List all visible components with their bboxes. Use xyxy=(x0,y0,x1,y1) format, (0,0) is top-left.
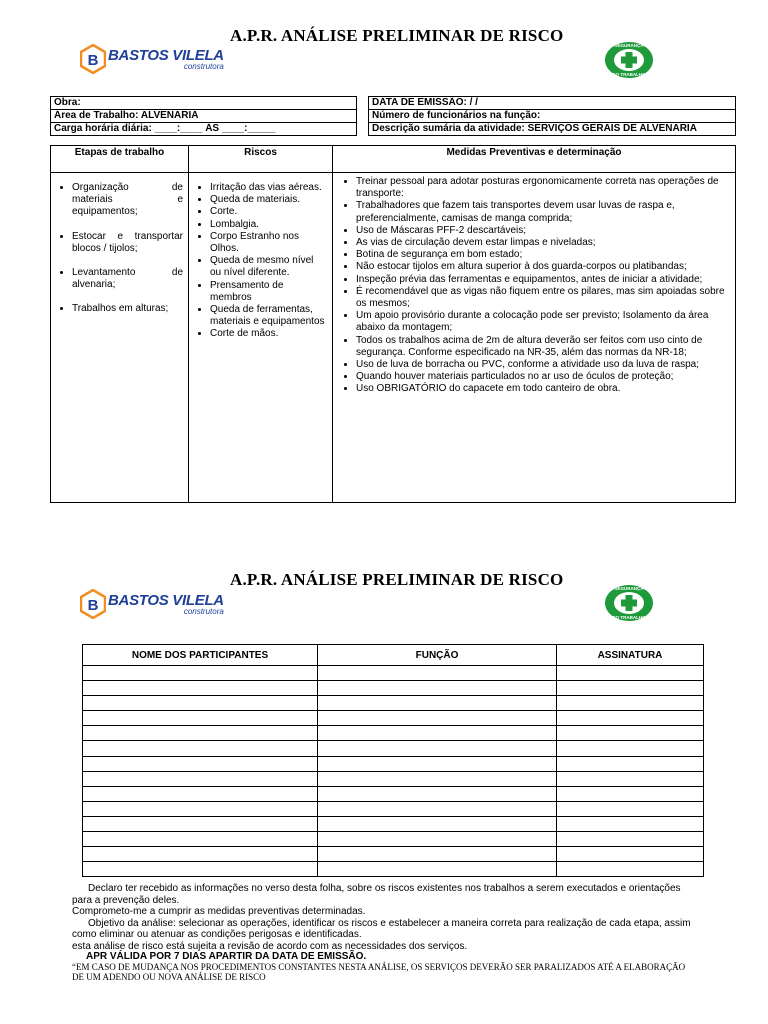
risk-table xyxy=(50,145,736,503)
participant-name-cell[interactable] xyxy=(83,771,318,786)
participant-signature-cell[interactable] xyxy=(557,711,704,726)
list-item: • Trabalhos em alturas; xyxy=(72,303,183,315)
seal-bottom-text: DO TRABALHO xyxy=(612,72,646,77)
data-emissao-field[interactable]: DATA DE EMISSÃO: / / xyxy=(369,97,736,110)
participant-name-cell[interactable] xyxy=(83,726,318,741)
etapas-list xyxy=(52,182,183,316)
logo-sub: construtora xyxy=(183,61,224,71)
list-item: • As vias de circulação devem estar limpas e niveladas; xyxy=(356,237,730,249)
table-row xyxy=(83,847,704,862)
seal-top-text: SEGURANÇA xyxy=(614,43,644,48)
list-item: • Inspeção prévia das ferramentas e equipamentos, antes de iniciar a atividade; xyxy=(356,274,730,286)
participant-role-cell[interactable] xyxy=(318,756,557,771)
list-item: • Botina de segurança em bom estado; xyxy=(356,249,730,261)
table-row xyxy=(83,786,704,801)
house-hexagon-icon xyxy=(80,589,106,619)
green-cross-icon xyxy=(604,584,654,622)
participant-name-cell[interactable] xyxy=(83,816,318,831)
participant-name-cell[interactable] xyxy=(83,756,318,771)
medidas-list xyxy=(334,176,730,396)
list-item: • Queda de mesmo nível ou nível diferente. xyxy=(210,255,327,279)
participant-signature-cell[interactable] xyxy=(557,681,704,696)
list-item: • Estocar e transportar blocos / tijolos; xyxy=(72,231,183,255)
list-item: • Trabalhadores que fazem tais transportes devem usar luvas de raspa e, preferencialmente, camisas de manga comprida; xyxy=(356,200,730,224)
participant-role-cell[interactable] xyxy=(318,816,557,831)
table-row xyxy=(83,832,704,847)
seal-top-text: SEGURANÇA xyxy=(614,586,644,591)
footer-objective: Objetivo da análise: selecionar as operações, identificar os riscos e estabelecer a maneira correta para realização de cada etapa, assim como eliminar ou atenuar as condições perigosas e identificadas. xyxy=(72,917,691,940)
svg-text:B: B xyxy=(87,597,99,614)
footer-commitment: Comprometo-me a cumprir as medidas preventivas determinadas. xyxy=(72,906,366,917)
etapas-cell xyxy=(51,173,189,503)
col-riscos-header: Riscos xyxy=(189,146,333,173)
participant-role-cell[interactable] xyxy=(318,847,557,862)
footer-text xyxy=(72,883,692,982)
participant-name-cell[interactable] xyxy=(83,666,318,681)
obra-field[interactable]: Obra: xyxy=(51,97,357,110)
participant-name-cell[interactable] xyxy=(83,696,318,711)
participant-signature-cell[interactable] xyxy=(557,756,704,771)
table-row xyxy=(83,741,704,756)
participants-table xyxy=(82,644,704,877)
participant-signature-cell[interactable] xyxy=(557,696,704,711)
footer-notice: “EM CASO DE MUDANÇA NOS PROCEDIMENTOS CONSTANTES NESTA ANÁLISE, OS SERVIÇOS DEVERÃO SER PARALIZADOS ATÉ A ELABORAÇÃO DE UM ADENDO OU NOVA ANÁLISE DE RISCO xyxy=(72,962,686,982)
table-row xyxy=(83,771,704,786)
list-item: • Um apoio provisório durante a colocação pode ser previsto; Isolamento da área abaixo da montagem; xyxy=(356,310,730,334)
list-item: • Uso de luva de borracha ou PVC, conforme a atividade uso da luva de raspa; xyxy=(356,359,730,371)
list-item: • Organização de materiais e equipamentos; xyxy=(72,182,183,219)
participants-body xyxy=(83,666,704,877)
logo-sub: construtora xyxy=(183,606,224,616)
house-hexagon-icon xyxy=(80,44,106,74)
table-row xyxy=(83,756,704,771)
participant-signature-cell[interactable] xyxy=(557,816,704,831)
table-row xyxy=(83,862,704,877)
list-item: • É recomendável que as vigas não fiquem entre os pilares, mas sim apoiadas sobre os mesmos; xyxy=(356,286,730,310)
logo-name: BASTOS VILELA xyxy=(108,591,224,609)
participant-signature-cell[interactable] xyxy=(557,862,704,877)
participant-name-cell[interactable] xyxy=(83,847,318,862)
table-row xyxy=(83,681,704,696)
participant-role-cell[interactable] xyxy=(318,771,557,786)
list-item: • Não estocar tijolos em altura superior à dos guarda-corpos ou platibandas; xyxy=(356,261,730,273)
green-cross-icon xyxy=(604,41,654,79)
footer-revision: esta análise de risco está sujeita a revisão de acordo com as necessidades dos serviços. xyxy=(72,940,468,952)
page2-title: A.P.R. ANÁLISE PRELIMINAR DE RISCO xyxy=(230,570,564,589)
list-item: • Lombalgia. xyxy=(210,219,327,231)
list-item: • Treinar pessoal para adotar posturas ergonomicamente correta nas operações de transporte: xyxy=(356,176,730,200)
participant-role-cell[interactable] xyxy=(318,711,557,726)
participant-role-cell[interactable] xyxy=(318,786,557,801)
participant-signature-cell[interactable] xyxy=(557,741,704,756)
list-item: • Todos os trabalhos acima de 2m de altura deverão ser feitos com uso cinto de segurança. Conforme especificado na NR-35, além das normas da NR-18; xyxy=(356,335,730,359)
list-item: • Queda de materiais. xyxy=(210,194,327,206)
participant-role-cell[interactable] xyxy=(318,681,557,696)
list-item: • Queda de ferramentas, materiais e equipamentos xyxy=(210,304,327,328)
participant-name-cell[interactable] xyxy=(83,786,318,801)
participant-name-cell[interactable] xyxy=(83,862,318,877)
participant-signature-cell[interactable] xyxy=(557,847,704,862)
table-row xyxy=(83,816,704,831)
participant-signature-cell[interactable] xyxy=(557,786,704,801)
participant-signature-cell[interactable] xyxy=(557,666,704,681)
participant-role-cell[interactable] xyxy=(318,862,557,877)
participants-name-header: NOME DOS PARTICIPANTES xyxy=(83,645,318,666)
participant-name-cell[interactable] xyxy=(83,741,318,756)
table-row xyxy=(83,801,704,816)
table-row xyxy=(83,726,704,741)
participants-role-header: FUNÇÃO xyxy=(318,645,557,666)
col-medidas-header: Medidas Preventivas e determinação xyxy=(333,146,736,173)
participant-name-cell[interactable] xyxy=(83,801,318,816)
header-table xyxy=(50,96,736,136)
list-item: • Corpo Estranho nos Olhos. xyxy=(210,231,327,255)
descricao-atividade-field[interactable]: Descrição sumária da atividade: SERVIÇOS GERAIS DE ALVENARIA xyxy=(369,123,736,136)
page1-title: A.P.R. ANÁLISE PRELIMINAR DE RISCO xyxy=(230,26,564,45)
logo-name: BASTOS VILELA xyxy=(108,46,224,64)
participant-signature-cell[interactable] xyxy=(557,771,704,786)
safety-seal xyxy=(604,41,654,84)
footer-declaration: Declaro ter recebido as informações no verso desta folha, sobre os riscos existentes nos trabalhos a serem executados e orientações para a prevenção deles. xyxy=(72,883,681,906)
participants-signature-header: ASSINATURA xyxy=(557,645,704,666)
list-item: • Quando houver materiais particulados no ar uso de óculos de proteção; xyxy=(356,371,730,383)
participant-role-cell[interactable] xyxy=(318,741,557,756)
svg-text:B: B xyxy=(87,52,99,69)
participant-signature-cell[interactable] xyxy=(557,832,704,847)
participant-name-cell[interactable] xyxy=(83,681,318,696)
medidas-cell xyxy=(333,173,736,503)
list-item: • Irritação das vias aéreas. xyxy=(210,182,327,194)
area-trabalho-field[interactable]: Área de Trabalho: ALVENARIA xyxy=(51,110,357,123)
safety-seal-2 xyxy=(604,584,654,627)
company-logo xyxy=(80,44,224,74)
carga-horaria-field[interactable]: Carga horária diária: ____:____ ÀS ____:_____ xyxy=(51,123,357,136)
participant-role-cell[interactable] xyxy=(318,832,557,847)
list-item: • Levantamento de alvenaria; xyxy=(72,267,183,291)
list-item: • Corte. xyxy=(210,206,327,218)
riscos-list xyxy=(190,182,327,341)
participant-name-cell[interactable] xyxy=(83,832,318,847)
list-item: • Corte de mãos. xyxy=(210,328,327,340)
riscos-cell xyxy=(189,173,333,503)
col-etapas-header: Etapas de trabalho xyxy=(51,146,189,173)
seal-bottom-text: DO TRABALHO xyxy=(612,615,646,620)
participant-signature-cell[interactable] xyxy=(557,726,704,741)
list-item: • Uso OBRIGATÓRIO do capacete em todo canteiro de obra. xyxy=(356,383,730,395)
participant-role-cell[interactable] xyxy=(318,666,557,681)
table-row xyxy=(83,696,704,711)
participant-role-cell[interactable] xyxy=(318,696,557,711)
participant-role-cell[interactable] xyxy=(318,801,557,816)
participant-signature-cell[interactable] xyxy=(557,801,704,816)
participant-role-cell[interactable] xyxy=(318,726,557,741)
list-item: • Uso de Máscaras PFF-2 descartáveis; xyxy=(356,225,730,237)
table-row xyxy=(83,711,704,726)
list-item: • Prensamento de membros xyxy=(210,280,327,304)
company-logo-2 xyxy=(80,589,224,619)
num-funcionarios-field[interactable]: Número de funcionários na função: xyxy=(369,110,736,123)
footer-validity: APR VÁLIDA POR 7 DIAS APARTIR DA DATA DE EMISSÃO. xyxy=(86,951,367,962)
table-row xyxy=(83,666,704,681)
participant-name-cell[interactable] xyxy=(83,711,318,726)
